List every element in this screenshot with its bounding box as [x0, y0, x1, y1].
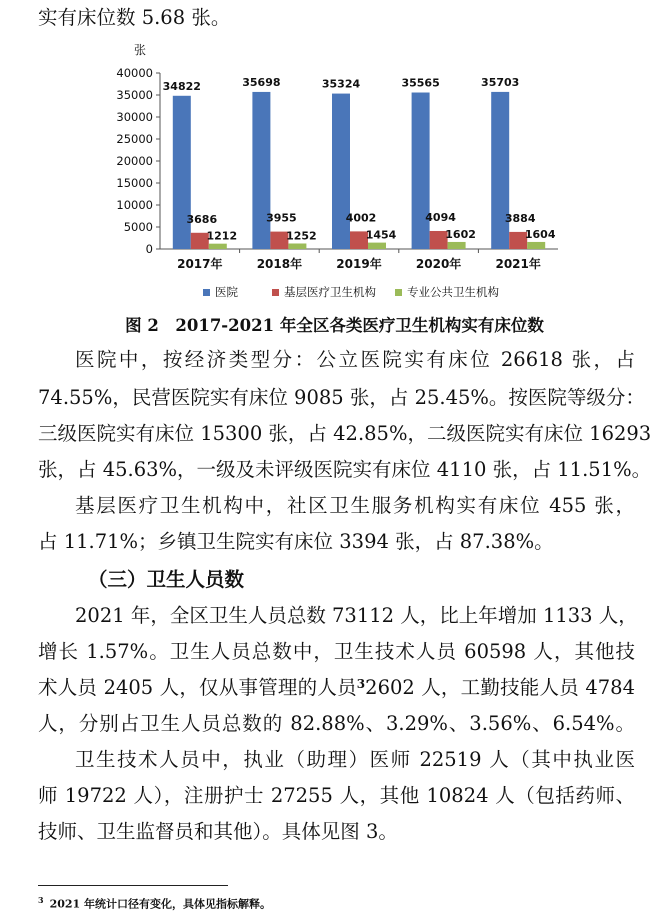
x-tick-label-0: 2017年	[177, 257, 223, 271]
bar-chart-svg	[0, 40, 669, 312]
para3-line-1: 2021 年，全区卫生人员总数 73112 人，比上年增加 1133 人，	[75, 604, 638, 627]
footnote-marker: 3	[38, 895, 44, 905]
legend-label-1: 基层医疗卫生机构	[284, 285, 376, 299]
bar-2-1	[288, 243, 306, 249]
bar-2-3	[448, 242, 466, 249]
data-label-1-4: 3884	[504, 211, 536, 225]
data-label-0-0: 34822	[162, 79, 201, 93]
bar-2-2	[368, 243, 386, 249]
y-tick-label-1: 5000	[123, 220, 153, 234]
y-tick-label-0: 0	[145, 242, 153, 256]
data-label-1-3: 4094	[425, 210, 456, 224]
x-tick-label-3: 2020年	[415, 257, 462, 271]
x-tick-label-1: 2018年	[256, 257, 303, 271]
para1-line-3: 三级医院实有床位 15300 张，占 42.85%，二级医院实有床位 16293	[38, 422, 652, 445]
section-heading: （三）卫生人员数	[88, 568, 245, 591]
intro-line: 实有床位数 5.68 张。	[38, 6, 231, 29]
para3-line-2: 增长 1.57%。卫生人员总数中，卫生技术人员 60598 人，其他技	[38, 640, 635, 663]
y-tick-label-2: 10000	[116, 198, 153, 212]
data-label-0-3: 35565	[401, 76, 440, 90]
x-tick-label-2: 2019年	[336, 257, 382, 271]
data-label-0-4: 35703	[481, 75, 520, 89]
data-label-2-2: 1454	[365, 228, 397, 242]
bar-0-4	[491, 92, 509, 249]
data-label-2-4: 1604	[524, 227, 556, 241]
figure-caption: 图 2 2017-2021 年全区各类医疗卫生机构实有床位数	[125, 316, 544, 335]
legend-label-0: 医院	[215, 285, 238, 299]
legend-swatch-0	[203, 289, 210, 296]
footnote	[38, 892, 271, 913]
para3-line-3-before: 术人员 2405 人，仅从事管理的人员	[38, 676, 357, 699]
data-label-2-1: 1252	[286, 229, 317, 243]
y-tick-label-5: 25000	[116, 132, 153, 146]
para2-line-2: 占 11.71%；乡镇卫生院实有床位 3394 张，占 87.38%。	[38, 530, 554, 553]
legend-label-2: 专业公共卫生机构	[407, 285, 499, 299]
legend-swatch-2	[395, 289, 402, 296]
para3-line-3-after: 2602 人，工勤技能人员 4784	[365, 676, 635, 699]
footnote-divider	[38, 885, 228, 886]
para1-line-4: 张，占 45.63%，一级及未评级医院实有床位 4110 张，占 11.51%。	[38, 458, 652, 481]
para1-line-2: 74.55%，民营医院实有床位 9085 张，占 25.45%。按医院等级分：	[38, 386, 645, 409]
bar-0-0	[173, 96, 191, 249]
footnote-text: 2021 年统计口径有变化，具体见指标解释。	[49, 897, 272, 911]
bar-0-3	[412, 93, 430, 249]
x-tick-label-4: 2021年	[495, 257, 541, 271]
para1-line-1: 医院中，按经济类型分：公立医院实有床位 26618 张，占	[75, 348, 635, 371]
para4-line-1: 卫生技术人员中，执业（助理）医师 22519 人（其中执业医	[75, 748, 635, 771]
para2-line-1: 基层医疗卫生机构中，社区卫生服务机构实有床位 455 张，	[75, 494, 635, 517]
bar-0-2	[332, 94, 350, 249]
y-axis-label: 张	[133, 43, 147, 57]
y-tick-label-4: 20000	[116, 154, 153, 168]
y-tick-label-6: 30000	[116, 110, 153, 124]
data-label-0-2: 35324	[321, 77, 361, 91]
data-label-1-2: 4002	[345, 211, 377, 225]
y-tick-label-7: 35000	[116, 88, 153, 102]
para4-line-2: 师 19722 人），注册护士 27255 人，其他 10824 人（包括药师、	[38, 784, 635, 807]
footnote-ref: 3	[356, 677, 366, 691]
data-label-2-0: 1212	[206, 229, 238, 243]
bed-count-chart	[0, 40, 669, 312]
para3-line-3	[38, 670, 635, 706]
data-label-1-0: 3686	[186, 212, 218, 226]
data-label-1-1: 3955	[266, 211, 297, 225]
data-label-0-1: 35698	[242, 75, 281, 89]
y-tick-label-3: 15000	[116, 176, 153, 190]
para4-line-3: 技师、卫生监督员和其他）。具体见图 3。	[38, 820, 398, 843]
bar-2-4	[527, 242, 545, 249]
bar-0-1	[252, 92, 270, 249]
data-label-2-3: 1602	[445, 227, 476, 241]
legend-swatch-1	[272, 289, 279, 296]
y-tick-label-8: 40000	[116, 66, 153, 80]
para3-line-4: 人，分别占卫生人员总数的 82.88%、3.29%、3.56%、6.54%。	[38, 712, 635, 735]
bar-2-0	[209, 244, 227, 249]
